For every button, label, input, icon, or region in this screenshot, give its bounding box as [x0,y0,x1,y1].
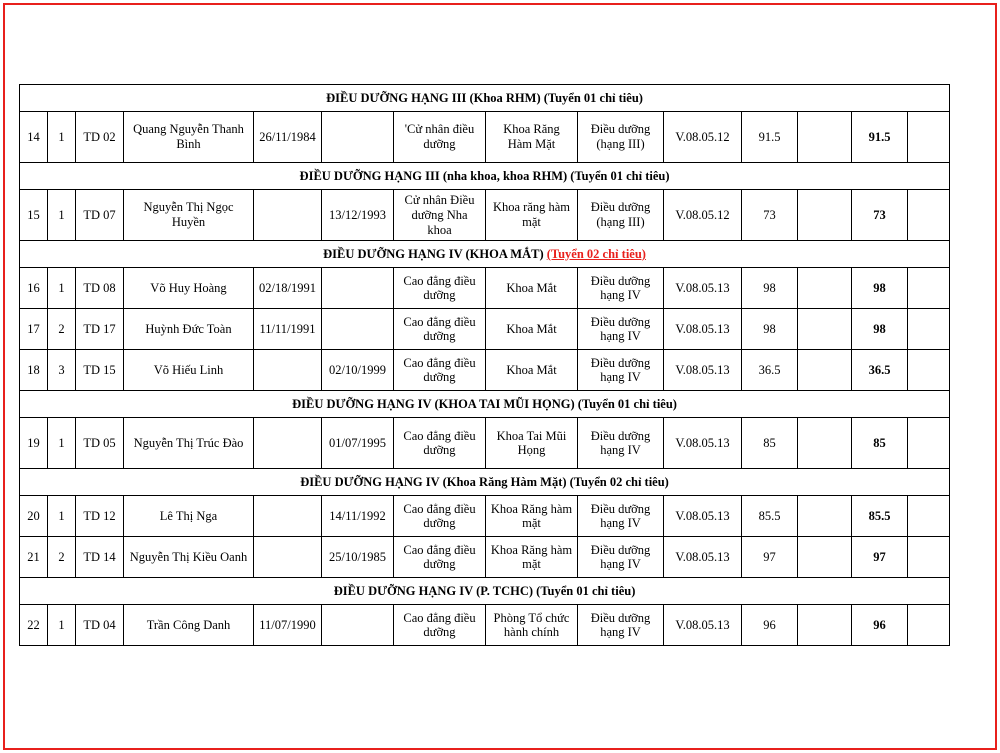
section-title-text: ĐIỀU DƯỠNG HẠNG IV (KHOA MẮT) [323,246,547,261]
cell-position: Điều dưỡng hạng IV [578,268,664,309]
cell-dob2 [322,112,394,163]
cell-score-2 [798,537,852,578]
cell-score-1: 36.5 [742,350,798,391]
cell-dob1 [254,350,322,391]
cell-stt: 18 [20,350,48,391]
cell-score-2 [798,309,852,350]
cell-no: 3 [48,350,76,391]
cell-score-1: 98 [742,309,798,350]
section-title [20,163,950,190]
table-row [20,605,950,646]
cell-position: Điều dưỡng (hạng III) [578,190,664,241]
cell-total: 36.5 [852,350,908,391]
cell-dept: Khoa Mắt [486,309,578,350]
section-header-row [20,391,950,418]
cell-dept: Khoa Răng hàm mặt [486,496,578,537]
table-row [20,309,950,350]
cell-degree: Cử nhân Điều dưỡng Nha khoa [394,190,486,241]
cell-note [908,268,950,309]
cell-name: Võ Huy Hoàng [124,268,254,309]
cell-position: Điều dưỡng hạng IV [578,537,664,578]
cell-name: Nguyễn Thị Trúc Đào [124,418,254,469]
section-title [20,241,950,268]
section-header-row [20,578,950,605]
cell-total: 97 [852,537,908,578]
cell-code: TD 04 [76,605,124,646]
cell-total: 98 [852,309,908,350]
section-title-text: ĐIỀU DƯỠNG HẠNG IV (KHOA TAI MŨI HỌNG) (Tuyển 01 chỉ tiêu) [292,396,677,411]
cell-note [908,537,950,578]
cell-ma: V.08.05.13 [664,350,742,391]
section-header-row [20,469,950,496]
cell-ma: V.08.05.13 [664,537,742,578]
cell-degree: Cao đẳng điều dưỡng [394,537,486,578]
table-row [20,112,950,163]
cell-code: TD 08 [76,268,124,309]
cell-name: Quang Nguyễn Thanh Bình [124,112,254,163]
cell-name: Trần Công Danh [124,605,254,646]
cell-total: 85.5 [852,496,908,537]
cell-dob2 [322,268,394,309]
cell-degree: Cao đẳng điều dưỡng [394,605,486,646]
cell-ma: V.08.05.13 [664,418,742,469]
cell-dob2: 14/11/1992 [322,496,394,537]
section-title-text: ĐIỀU DƯỠNG HẠNG IV (P. TCHC) (Tuyển 01 chỉ tiêu) [333,583,636,598]
cell-score-1: 85.5 [742,496,798,537]
cell-score-1: 85 [742,418,798,469]
cell-score-1: 73 [742,190,798,241]
cell-stt: 15 [20,190,48,241]
cell-dob1 [254,418,322,469]
cell-no: 1 [48,268,76,309]
cell-code: TD 12 [76,496,124,537]
cell-no: 1 [48,605,76,646]
table-row [20,496,950,537]
section-title [20,85,950,112]
cell-position: Điều dưỡng hạng IV [578,350,664,391]
cell-stt: 20 [20,496,48,537]
cell-total: 85 [852,418,908,469]
cell-code: TD 05 [76,418,124,469]
cell-dob1 [254,190,322,241]
cell-name: Nguyễn Thị Ngọc Huyền [124,190,254,241]
recruitment-table-body [20,85,950,646]
cell-stt: 22 [20,605,48,646]
cell-stt: 21 [20,537,48,578]
cell-note [908,309,950,350]
cell-name: Võ Hiếu Linh [124,350,254,391]
cell-score-2 [798,496,852,537]
cell-ma: V.08.05.13 [664,268,742,309]
section-title-text: ĐIỀU DƯỠNG HẠNG III (Khoa RHM) (Tuyển 01 chỉ tiêu) [326,90,643,105]
cell-stt: 19 [20,418,48,469]
cell-position: Điều dưỡng hạng IV [578,605,664,646]
table-row [20,537,950,578]
cell-no: 2 [48,309,76,350]
cell-dept: Phòng Tổ chức hành chính [486,605,578,646]
cell-no: 1 [48,496,76,537]
cell-score-2 [798,112,852,163]
cell-code: TD 17 [76,309,124,350]
section-header-row [20,85,950,112]
cell-stt: 14 [20,112,48,163]
cell-degree: Cao đẳng điều dưỡng [394,268,486,309]
cell-no: 1 [48,418,76,469]
table-row [20,350,950,391]
cell-note [908,605,950,646]
cell-score-1: 91.5 [742,112,798,163]
cell-note [908,350,950,391]
cell-note [908,112,950,163]
cell-no: 1 [48,190,76,241]
cell-dob2 [322,605,394,646]
cell-name: Nguyễn Thị Kiều Oanh [124,537,254,578]
cell-score-2 [798,268,852,309]
cell-code: TD 15 [76,350,124,391]
cell-score-2 [798,605,852,646]
cell-position: Điều dưỡng hạng IV [578,496,664,537]
cell-dept: Khoa Mắt [486,350,578,391]
section-title [20,469,950,496]
cell-total: 73 [852,190,908,241]
cell-total: 91.5 [852,112,908,163]
cell-note [908,418,950,469]
cell-total: 96 [852,605,908,646]
section-header-row [20,241,950,268]
cell-dob1: 26/11/1984 [254,112,322,163]
cell-degree: 'Cử nhân điều dưỡng [394,112,486,163]
cell-score-1: 96 [742,605,798,646]
cell-score-1: 98 [742,268,798,309]
cell-ma: V.08.05.13 [664,496,742,537]
cell-dob2: 13/12/1993 [322,190,394,241]
cell-dob1: 11/07/1990 [254,605,322,646]
cell-no: 2 [48,537,76,578]
cell-dept: Khoa răng hàm mặt [486,190,578,241]
section-header-row [20,163,950,190]
recruitment-table [19,84,950,646]
cell-name: Lê Thị Nga [124,496,254,537]
cell-dept: Khoa Mắt [486,268,578,309]
cell-ma: V.08.05.13 [664,309,742,350]
section-title-text: ĐIỀU DƯỠNG HẠNG IV (Khoa Răng Hàm Mặt) (Tuyển 02 chỉ tiêu) [300,474,669,489]
cell-ma: V.08.05.12 [664,190,742,241]
recruitment-table-container [19,84,949,646]
cell-ma: V.08.05.13 [664,605,742,646]
cell-code: TD 14 [76,537,124,578]
cell-name: Huỳnh Đức Toàn [124,309,254,350]
cell-dob1: 11/11/1991 [254,309,322,350]
table-row [20,190,950,241]
section-title-highlight: (Tuyển 02 chỉ tiêu) [546,246,646,261]
cell-total: 98 [852,268,908,309]
cell-code: TD 07 [76,190,124,241]
section-title [20,391,950,418]
cell-position: Điều dưỡng (hạng III) [578,112,664,163]
cell-position: Điều dưỡng hạng IV [578,309,664,350]
cell-degree: Cao đẳng điều dưỡng [394,496,486,537]
cell-dept: Khoa Răng hàm mặt [486,537,578,578]
cell-dept: Khoa Tai Mũi Họng [486,418,578,469]
cell-dob1: 02/18/1991 [254,268,322,309]
cell-stt: 16 [20,268,48,309]
cell-degree: Cao đẳng điều dưỡng [394,418,486,469]
cell-stt: 17 [20,309,48,350]
cell-dob2 [322,309,394,350]
cell-dob2: 01/07/1995 [322,418,394,469]
cell-position: Điều dưỡng hạng IV [578,418,664,469]
cell-dob1 [254,496,322,537]
section-title [20,578,950,605]
cell-note [908,190,950,241]
cell-score-2 [798,350,852,391]
table-row [20,418,950,469]
cell-score-2 [798,418,852,469]
cell-dob2: 02/10/1999 [322,350,394,391]
cell-dob2: 25/10/1985 [322,537,394,578]
cell-score-2 [798,190,852,241]
cell-code: TD 02 [76,112,124,163]
cell-dob1 [254,537,322,578]
cell-score-1: 97 [742,537,798,578]
cell-degree: Cao đẳng điều dưỡng [394,350,486,391]
cell-ma: V.08.05.12 [664,112,742,163]
section-title-text: ĐIỀU DƯỠNG HẠNG III (nha khoa, khoa RHM) (Tuyển 01 chỉ tiêu) [299,168,670,183]
table-row [20,268,950,309]
cell-degree: Cao đẳng điều dưỡng [394,309,486,350]
cell-note [908,496,950,537]
cell-no: 1 [48,112,76,163]
cell-dept: Khoa Răng Hàm Mặt [486,112,578,163]
